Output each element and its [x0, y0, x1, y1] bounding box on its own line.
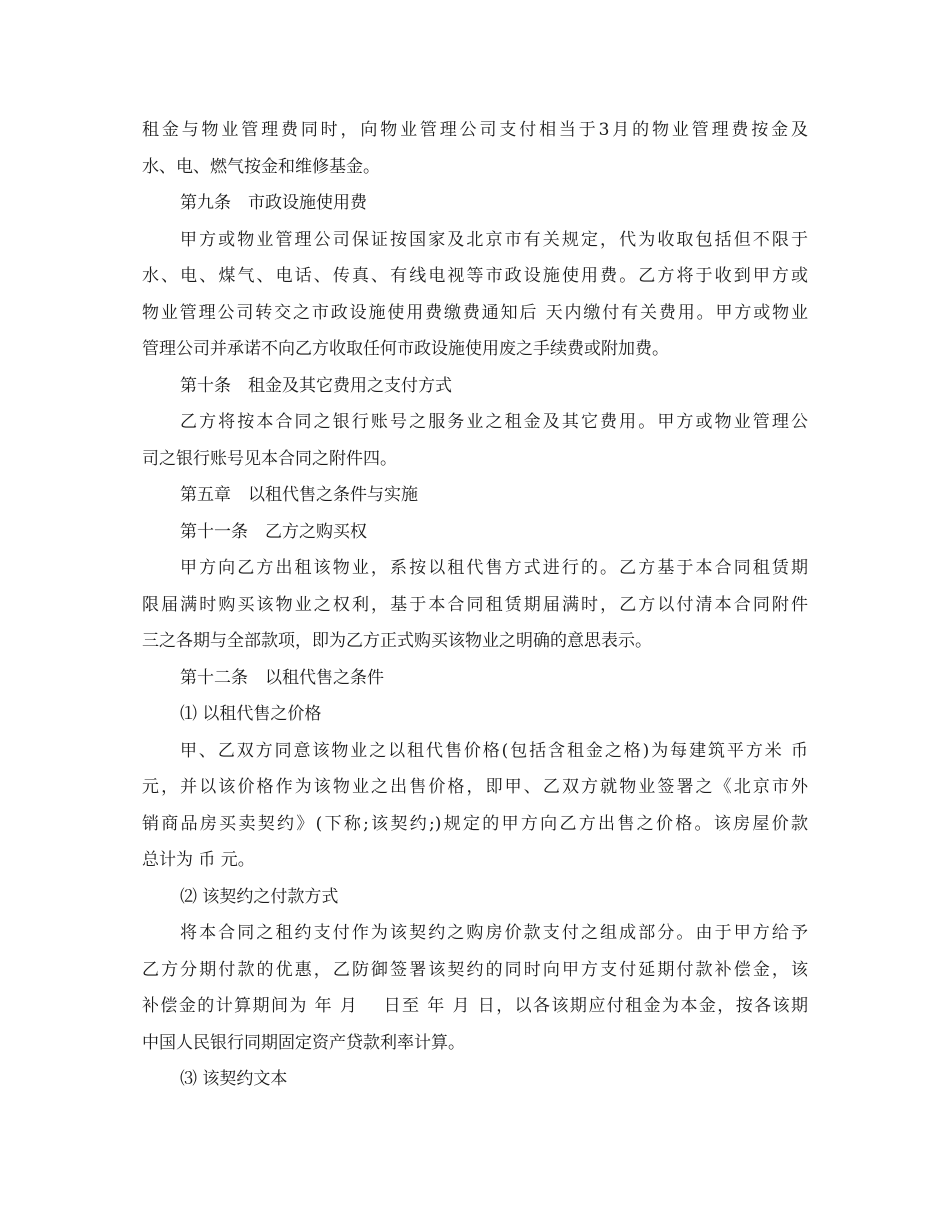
paragraph-line: 甲、乙双方同意该物业之以租代售价格(包括含租金之格)为每建筑平方米 币 — [180, 740, 808, 761]
article-heading: 第十一条 乙方之购买权 — [180, 521, 367, 542]
paragraph-line: 物业管理公司转交之市政设施使用费缴费通知后 天内缴付有关费用。甲方或物业 — [142, 302, 808, 323]
paragraph-line: 司之银行账号见本合同之附件四。 — [142, 448, 397, 469]
article-heading: 第十二条 以租代售之条件 — [180, 667, 384, 688]
paragraph-line: 中国人民银行同期固定资产贷款利率计算。 — [142, 1032, 465, 1053]
article-heading: 第九条 市政设施使用费 — [180, 193, 367, 213]
paragraph-line: 乙方将按本合同之银行账号之服务业之租金及其它费用。甲方或物业管理公 — [180, 412, 808, 432]
paragraph-line: 销商品房买卖契约》(下称;该契约;)规定的甲方向乙方出售之价格。该房屋价款 — [142, 813, 808, 834]
paragraph-line: 水、电、煤气、电话、传真、有线电视等市政设施使用费。乙方将于收到甲方或 — [142, 266, 808, 286]
paragraph-line: 水、电、燃气按金和维修基金。 — [142, 156, 380, 177]
paragraph-line: 甲方向乙方出租该物业，系按以租代售方式进行的。乙方基于本合同租赁期 — [180, 558, 808, 578]
document-body — [142, 112, 808, 1098]
paragraph-line: 元，并以该价格作为该物业之出售价格，即甲、乙双方就物业签署之《北京市外 — [142, 777, 808, 797]
clause-heading: ⑶ 该契约文本 — [180, 1069, 288, 1089]
paragraph-line: 乙方分期付款的优惠，乙防御签署该契约的同时向甲方支付延期付款补偿金，该 — [142, 959, 808, 980]
clause-heading: ⑴ 以租代售之价格 — [180, 704, 322, 724]
paragraph-line: 租金与物业管理费同时，向物业管理公司支付相当于3月的物业管理费按金及 — [142, 120, 808, 140]
chapter-heading: 第五章 以租代售之条件与实施 — [180, 485, 418, 505]
paragraph-line: 总计为 币 元。 — [142, 850, 255, 870]
article-heading: 第十条 租金及其它费用之支付方式 — [180, 375, 452, 396]
paragraph-line: 三之各期与全部款项，即为乙方正式购买该物业之明确的意思表示。 — [142, 631, 652, 651]
paragraph-line: 管理公司并承诺不向乙方收取任何市政设施使用废之手续费或附加费。 — [142, 339, 669, 359]
paragraph-line: 限届满时购买该物业之权利，基于本合同租赁期届满时，乙方以付清本合同附件 — [142, 594, 808, 615]
paragraph-line: 补偿金的计算期间为 年 月 日至 年 月 日，以各该期应付租金为本金，按各该期 — [142, 996, 808, 1016]
clause-heading: ⑵ 该契约之付款方式 — [180, 886, 339, 907]
paragraph-line: 将本合同之租约支付作为该契约之购房价款支付之组成部分。由于甲方给予 — [180, 923, 808, 943]
paragraph-line: 甲方或物业管理公司保证按国家及北京市有关规定，代为收取包括但不限于 — [180, 229, 808, 250]
